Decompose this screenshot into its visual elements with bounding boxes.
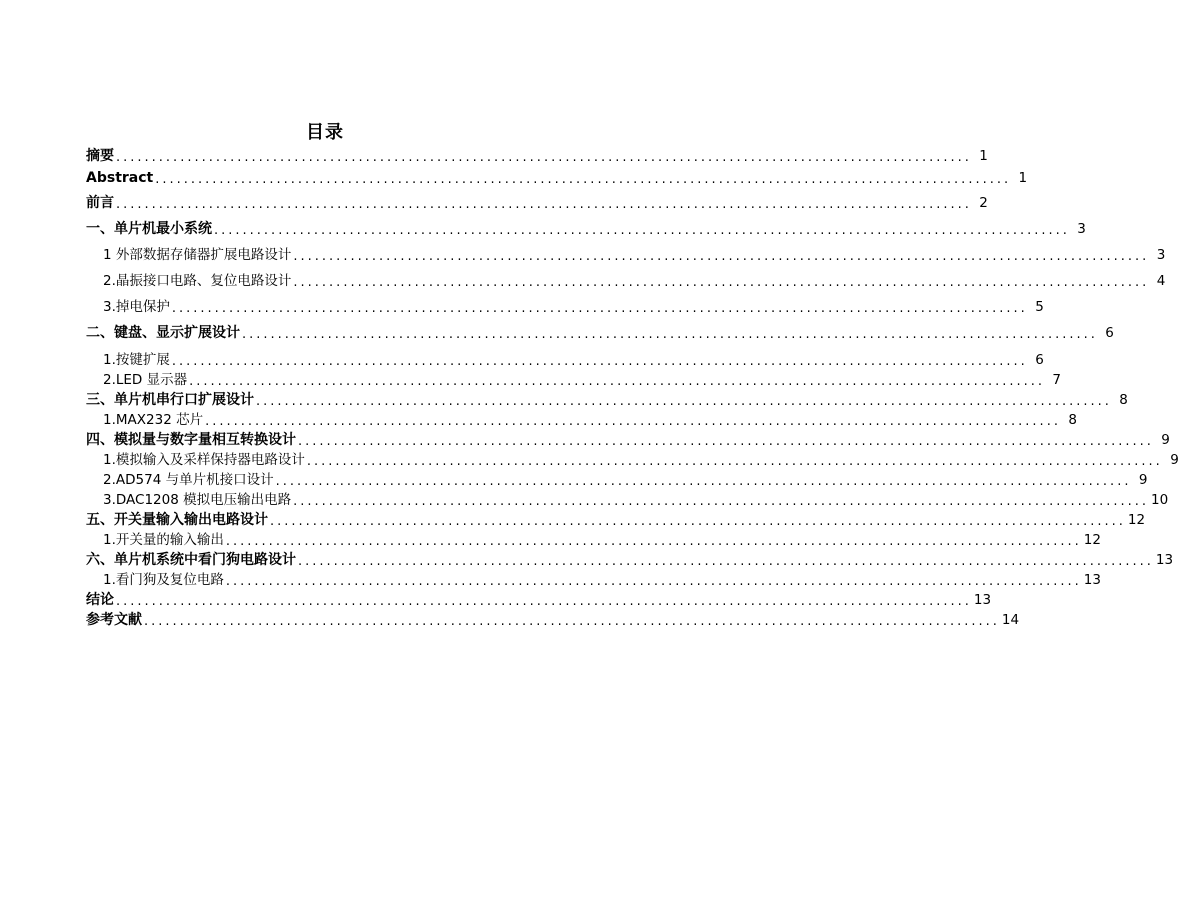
toc-entry[interactable]	[86, 145, 988, 165]
toc-page-number: 5	[1035, 299, 1044, 315]
toc-dot-leader: ........................................................................................................................	[242, 327, 1098, 342]
toc-page-number: 13	[1083, 572, 1101, 588]
toc-page-number: 14	[1001, 612, 1020, 628]
toc-page-number: 7	[1052, 372, 1062, 388]
toc-entry-label: 四、模拟量与数字量相互转换设计	[86, 432, 296, 448]
toc-entry-label: 前言	[86, 195, 114, 211]
toc-dot-leader: ........................................................................................................................	[155, 172, 1012, 187]
toc-list	[86, 0, 1179, 920]
toc-entry-label: 1.模拟输入及采样保持器电路设计	[103, 452, 305, 468]
toc-dot-leader: ........................................................................................................................	[306, 454, 1163, 469]
toc-entry[interactable]	[86, 244, 1166, 264]
toc-dot-leader: ........................................................................................................................	[275, 474, 1132, 489]
toc-dot-leader: ........................................................................................................................	[189, 374, 1046, 389]
toc-entry[interactable]	[86, 270, 1166, 290]
toc-entry-label: 1.MAX232 芯片	[103, 412, 204, 428]
toc-entry[interactable]	[86, 322, 1114, 342]
toc-entry-label: 2.晶振接口电路、复位电路设计	[103, 273, 292, 289]
toc-entry-label: 结论	[86, 592, 114, 608]
toc-entry[interactable]	[86, 389, 1128, 409]
toc-entry-label: 摘要	[86, 148, 114, 164]
toc-entry-label: 1.开关量的输入输出	[103, 532, 224, 548]
toc-entry[interactable]	[86, 296, 1044, 316]
toc-entry[interactable]	[86, 369, 1062, 389]
toc-dot-leader: ........................................................................................................................	[293, 494, 1150, 509]
toc-page-number: 1	[1018, 170, 1028, 186]
toc-dot-leader: ........................................................................................................................	[298, 434, 1154, 449]
toc-entry-label: 1.按键扩展	[103, 352, 170, 368]
toc-page-number: 6	[1035, 352, 1044, 368]
toc-entry[interactable]	[86, 549, 1174, 569]
toc-entry-label: 2.LED 显示器	[103, 372, 188, 388]
toc-page-number: 13	[973, 592, 992, 608]
toc-dot-leader: ........................................................................................................................	[256, 394, 1112, 409]
toc-entry-label: 一、单片机最小系统	[86, 221, 212, 237]
toc-page-number: 9	[1161, 432, 1170, 448]
toc-page-number: 8	[1119, 392, 1128, 408]
toc-entry[interactable]	[86, 609, 1020, 629]
toc-dot-leader: ........................................................................................................................	[293, 249, 1150, 264]
toc-entry[interactable]	[86, 569, 1101, 589]
toc-entry[interactable]	[86, 489, 1169, 509]
toc-entry[interactable]	[86, 469, 1148, 489]
toc-page-number: 2	[979, 195, 988, 211]
toc-dot-leader: ........................................................................................................................	[116, 594, 972, 609]
toc-entry[interactable]	[86, 218, 1086, 238]
toc-page-number: 3	[1156, 247, 1166, 263]
toc-entry-label: 3.掉电保护	[103, 299, 170, 315]
toc-dot-leader: ........................................................................................................................	[144, 614, 1000, 629]
toc-dot-leader: ........................................................................................................................	[298, 554, 1154, 569]
toc-page-number: 3	[1077, 221, 1086, 237]
toc-dot-leader: ........................................................................................................................	[171, 354, 1028, 369]
toc-entry[interactable]	[86, 429, 1170, 449]
toc-page-number: 8	[1068, 412, 1077, 428]
toc-entry[interactable]	[86, 589, 992, 609]
toc-page-number: 13	[1155, 552, 1174, 568]
toc-entry[interactable]	[86, 192, 988, 212]
toc-entry-label: 五、开关量输入输出电路设计	[86, 512, 268, 528]
toc-dot-leader: ........................................................................................................................	[225, 574, 1082, 589]
toc-entry-label: 参考文献	[86, 612, 142, 628]
toc-page-number: 4	[1156, 273, 1166, 289]
toc-entry-label: 六、单片机系统中看门狗电路设计	[86, 552, 296, 568]
toc-entry[interactable]	[86, 167, 1028, 187]
toc-entry-label: 1 外部数据存储器扩展电路设计	[103, 247, 292, 263]
toc-dot-leader: ........................................................................................................................	[171, 301, 1028, 316]
toc-dot-leader: ........................................................................................................................	[270, 514, 1126, 529]
toc-entry[interactable]	[86, 449, 1179, 469]
toc-dot-leader: ........................................................................................................................	[225, 534, 1082, 549]
toc-title: 目录	[306, 122, 344, 143]
toc-entry[interactable]	[86, 409, 1077, 429]
toc-entry-label: 1.看门狗及复位电路	[103, 572, 224, 588]
toc-page-number: 1	[979, 148, 988, 164]
toc-dot-leader: ........................................................................................................................	[205, 414, 1061, 429]
toc-dot-leader: ........................................................................................................................	[116, 197, 972, 212]
toc-entry-label: 2.AD574 与单片机接口设计	[103, 472, 274, 488]
toc-dot-leader: ........................................................................................................................	[293, 275, 1150, 290]
toc-entry-label: 三、单片机串行口扩展设计	[86, 392, 254, 408]
toc-page-number: 9	[1138, 472, 1148, 488]
toc-entry[interactable]	[86, 529, 1101, 549]
toc-dot-leader: ........................................................................................................................	[116, 150, 972, 165]
toc-page-number: 10	[1151, 492, 1169, 508]
toc-dot-leader: ........................................................................................................................	[214, 223, 1070, 238]
toc-page-number: 12	[1083, 532, 1101, 548]
toc-entry-label: 二、键盘、显示扩展设计	[86, 325, 240, 341]
toc-page-number: 9	[1170, 452, 1179, 468]
toc-entry-label: 3.DAC1208 模拟电压输出电路	[103, 492, 292, 508]
toc-entry[interactable]	[86, 349, 1044, 369]
toc-entry[interactable]	[86, 509, 1146, 529]
toc-entry-label: Abstract	[86, 170, 154, 186]
toc-page-number: 12	[1127, 512, 1146, 528]
toc-page-number: 6	[1105, 325, 1114, 341]
